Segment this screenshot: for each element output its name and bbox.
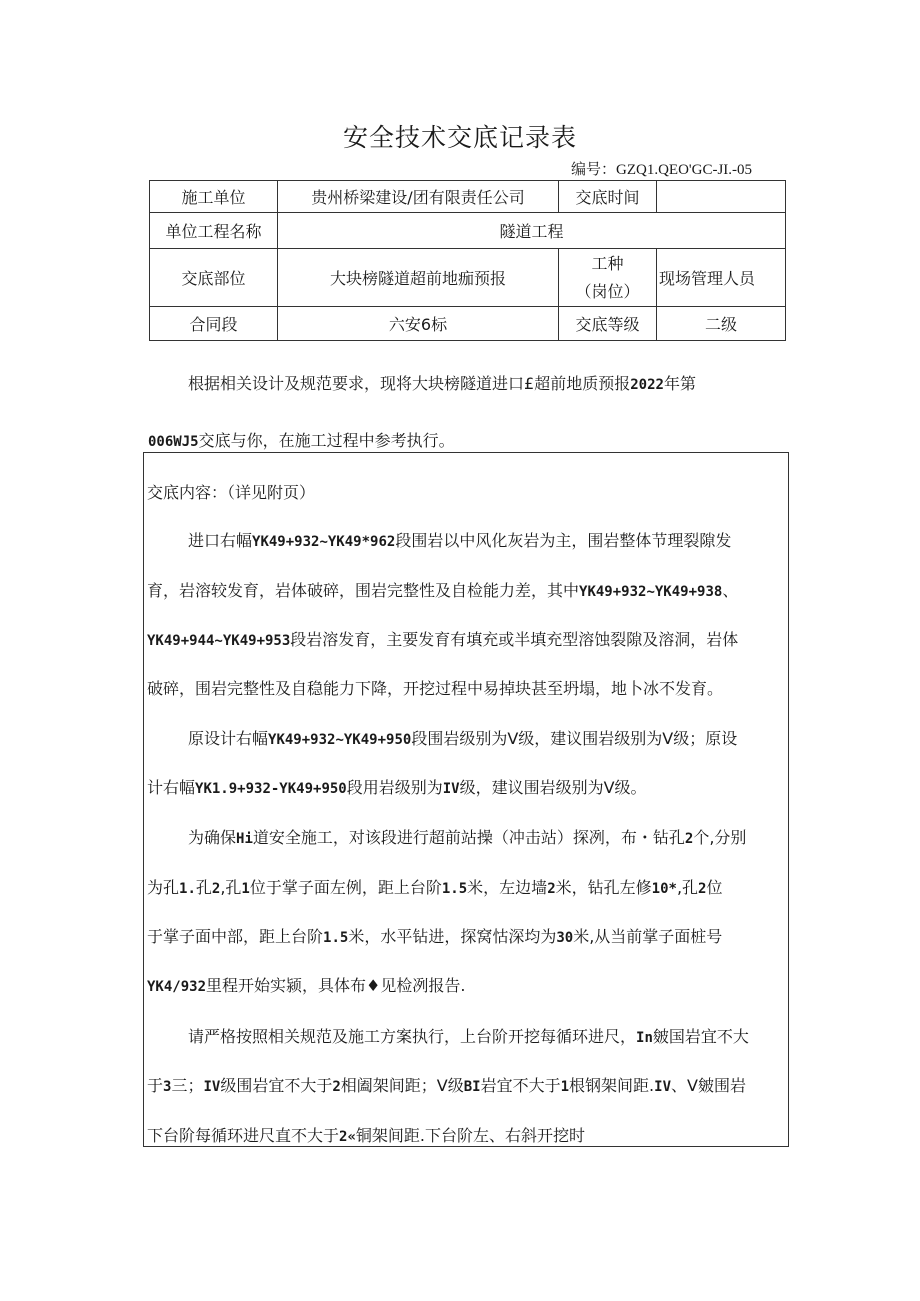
content-line: [188, 1024, 749, 1047]
text-segment: 个,分别: [693, 828, 747, 847]
content-line: [188, 825, 746, 848]
text-segment: 根钢架间距.: [569, 1076, 655, 1095]
text-segment: YK49+932~YK49+950: [268, 732, 412, 748]
info-table: [149, 180, 786, 341]
text-segment: 为确保: [188, 828, 237, 847]
intro-line-1: 根据相关设计及规范要求，现将大块榜隧道进口£超前地质预报2022年第: [188, 374, 696, 393]
content-line: [147, 578, 738, 601]
text-segment: 1.5: [323, 930, 349, 946]
construction-unit-value: 贵州桥梁建设/团有限责任公司: [278, 181, 559, 213]
text-segment: 1.: [179, 881, 196, 897]
text-segment: 于掌子面中部，距上台阶: [147, 927, 324, 946]
content-line: [147, 924, 722, 947]
text-segment: 米，钻孔左修: [555, 878, 652, 897]
table-row: [150, 249, 786, 307]
text-segment: 相阖架间距；V级: [340, 1076, 464, 1095]
content-line: [188, 528, 731, 551]
text-segment: 1: [560, 1079, 570, 1095]
text-segment: In: [636, 1030, 653, 1046]
text-segment: 10*: [651, 881, 677, 897]
code-value: GZQ1.QEO'GC-JI.-05: [616, 162, 753, 178]
text-segment: IV: [654, 1079, 671, 1095]
text-segment: IV: [442, 781, 460, 797]
content-line: [147, 627, 738, 650]
content-line: [147, 973, 465, 996]
text-segment: 段用岩级别为: [346, 778, 443, 797]
project-name-value: 隧道工程: [278, 213, 786, 249]
text-segment: 孔: [195, 878, 212, 897]
job-type-label: [559, 249, 657, 307]
text-segment: 请严格按照相关规范及施工方案执行，上台阶开挖每循环进尺，: [188, 1027, 637, 1046]
contract-section-label: 合同段: [150, 307, 278, 341]
text-segment: 育，岩溶较发育，岩体破碎，围岩完整性及自检能力差，其中: [147, 581, 580, 600]
text-segment: 位: [706, 878, 723, 897]
text-segment: 2: [547, 881, 556, 897]
text-segment: YK49+932~YK49*962: [252, 534, 396, 550]
job-type-line2: （岗位）: [575, 281, 640, 301]
text-segment: YK49+932~YK49+938: [579, 584, 723, 600]
content-box: [143, 452, 789, 1147]
text-segment: 段岩溶发育，主要发育有填充或半填充型溶蚀裂隙及溶洞，岩体: [290, 630, 739, 649]
briefing-location-value: 大块榜隧道超前地痂预报: [278, 249, 559, 307]
text-segment: 2: [332, 1079, 341, 1095]
text-segment: 段围岩级别为V级，建议围岩级别为V级；原设: [411, 729, 738, 748]
text-segment: 里程开始实颍，具体布♦见检冽报告.: [206, 976, 466, 995]
text-segment: 米,从当前掌子面桩号: [573, 927, 723, 946]
job-type-line1: 工种: [591, 253, 624, 273]
table-row: [150, 213, 786, 249]
briefing-location-label: 交底部位: [150, 249, 278, 307]
text-segment: 道安全施工，对该段进行超前站操（冲击站）探冽，布・钻孔: [252, 828, 685, 847]
text-segment: 级围岩宜不大于: [220, 1076, 333, 1095]
document-code: [571, 158, 752, 179]
document-title: 安全技术交底记录表: [342, 123, 577, 152]
text-segment: 位于掌子面左例，距上台阶: [249, 878, 442, 897]
text-segment: 下台阶每循环进尺直不大于: [147, 1126, 340, 1145]
text-segment: 、V皴围岩: [671, 1076, 746, 1095]
text-segment: YK1.9+932-YK49+950: [195, 781, 347, 797]
text-segment: 、: [722, 581, 739, 600]
text-segment: 2: [698, 881, 707, 897]
table-row: [150, 307, 786, 341]
briefing-level-label: 交底等级: [559, 307, 657, 341]
intro-line-2: 006WJ5交底与你，在施工过程中参考执行。: [148, 431, 455, 450]
table-row: [150, 181, 786, 213]
text-segment: 2«: [339, 1129, 356, 1145]
text-segment: YK49+944~YK49+953: [147, 633, 291, 649]
briefing-time-value: [657, 181, 786, 213]
text-segment: 岩宜不大于: [480, 1076, 561, 1095]
briefing-time-label: 交底时间: [559, 181, 657, 213]
content-line: [147, 1073, 746, 1096]
text-segment: ,孔: [220, 878, 242, 897]
text-segment: 破碎，围岩完整性及自稳能力下降，开挖过程中易掉块甚至坍塌，地卜冰不发育。: [147, 679, 724, 698]
content-line: [147, 875, 722, 898]
text-segment: 1: [241, 881, 250, 897]
content-line: [188, 726, 737, 749]
text-segment: 级，建议围岩级别为V级。: [459, 778, 647, 797]
text-segment: 于: [147, 1076, 164, 1095]
text-segment: 2: [684, 831, 694, 847]
text-segment: ,孔: [676, 878, 699, 897]
code-label: 编号：: [571, 160, 617, 178]
text-segment: 1.5: [441, 881, 468, 897]
text-segment: 段围岩以中风化灰岩为主，围岩整体节理裂隙发: [395, 531, 732, 550]
text-segment: IV: [203, 1079, 221, 1095]
content-line: [147, 676, 723, 699]
text-segment: 为孔: [147, 878, 180, 897]
text-segment: 30: [556, 930, 574, 946]
content-line: [147, 775, 647, 798]
text-segment: 皴国岩宜不大: [652, 1027, 749, 1046]
content-line: [147, 1123, 585, 1146]
text-segment: 铜架间距.下台阶左、右斜开挖时: [355, 1126, 585, 1145]
project-name-label: 单位工程名称: [150, 213, 278, 249]
content-heading: 交底内容：（详见附页）: [147, 483, 316, 502]
text-segment: 三；: [171, 1076, 204, 1095]
briefing-level-value: 二级: [657, 307, 786, 341]
text-segment: 原设计右幅: [188, 729, 269, 748]
text-segment: 米，左边墙: [467, 878, 548, 897]
text-segment: Hi: [236, 831, 253, 847]
text-segment: 3: [163, 1079, 172, 1095]
contract-section-value: 六安6标: [278, 307, 559, 341]
text-segment: 2: [211, 881, 221, 897]
text-segment: BI: [463, 1079, 481, 1095]
text-segment: 进口右幅: [188, 531, 253, 550]
job-type-value: 现场管理人员: [657, 249, 786, 307]
text-segment: YK4/932: [147, 979, 207, 995]
construction-unit-label: 施工单位: [150, 181, 278, 213]
text-segment: 米，水平钻进，探窝怙深均为: [348, 927, 557, 946]
text-segment: 计右幅: [147, 778, 196, 797]
